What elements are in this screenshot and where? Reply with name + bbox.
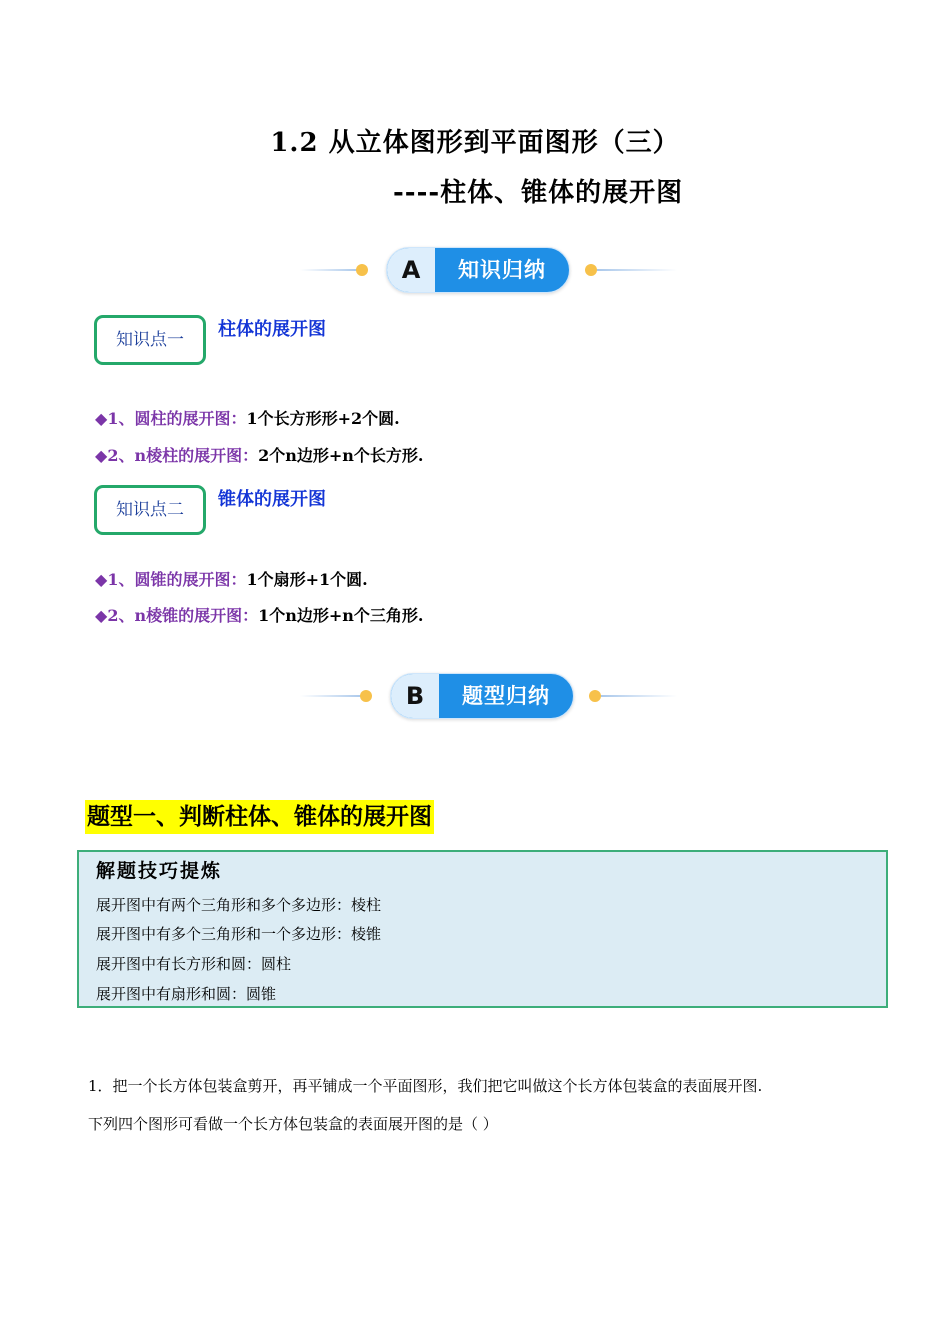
type-heading: 题型一、判断柱体、锥体的展开图 (85, 800, 434, 834)
banner-dot-left (360, 690, 372, 702)
tips-line-1: 展开图中有两个三角形和多个多边形：棱柱 (96, 896, 382, 914)
tips-title: 解题技巧提炼 (96, 860, 223, 882)
diamond-icon: ◆ (95, 409, 108, 428)
diamond-icon: ◆ (95, 446, 108, 465)
kp1-item-1-text: 1个长方形形+2个圆. (246, 409, 400, 428)
kp2-item-2-label: 2、n棱锥的展开图： (107, 606, 259, 625)
kp2-item-1-text: 1个扇形+1个圆. (246, 570, 368, 589)
kp1-title: 柱体的展开图 (218, 319, 326, 340)
section-a-pill (386, 247, 570, 293)
banner-dot-right (585, 264, 597, 276)
tips-line-3: 展开图中有长方形和圆：圆柱 (96, 955, 292, 973)
page-title: 1.2 从立体图形到平面图形（三） (270, 128, 680, 158)
page-subtitle: ----柱体、锥体的展开图 (393, 178, 684, 208)
banner-line-left (300, 269, 358, 271)
kp1-box: 知识点一 (94, 315, 206, 365)
diamond-icon: ◆ (95, 606, 108, 625)
section-b-letter: B (391, 674, 439, 718)
tips-line-4: 展开图中有扇形和圆：圆锥 (96, 985, 277, 1003)
section-a-label: 知识归纳 (458, 258, 546, 282)
section-a-letter: A (387, 248, 435, 292)
kp1-item-1 (95, 406, 400, 429)
banner-line-right (597, 269, 677, 271)
section-b-banner (300, 673, 680, 719)
kp1-item-2-label: 2、n棱柱的展开图： (107, 446, 259, 465)
banner-line-right (601, 695, 677, 697)
section-b-label: 题型归纳 (462, 684, 550, 708)
section-a-banner (300, 247, 680, 293)
kp2-item-1 (95, 567, 368, 590)
banner-dot-left (356, 264, 368, 276)
question-1-line-2: 下列四个图形可看做一个长方体包装盒的表面展开图的是（ ） (88, 1115, 498, 1133)
kp1-item-1-label: 1、圆柱的展开图： (107, 409, 247, 428)
banner-line-left (300, 695, 362, 697)
kp2-title: 锥体的展开图 (218, 489, 326, 510)
question-1-line-1: 1．把一个长方体包装盒剪开，再平铺成一个平面图形，我们把它叫做这个长方体包装盒的表面展开图. (88, 1077, 763, 1095)
kp1-item-2 (95, 443, 423, 466)
section-b-pill (390, 673, 574, 719)
kp2-box: 知识点二 (94, 485, 206, 535)
banner-dot-right (589, 690, 601, 702)
kp1-item-2-text: 2个n边形+n个长方形. (258, 446, 424, 465)
diamond-icon: ◆ (95, 570, 108, 589)
tips-box (77, 850, 888, 1008)
kp2-item-1-label: 1、圆锥的展开图： (107, 570, 247, 589)
tips-line-2: 展开图中有多个三角形和一个多边形：棱锥 (96, 925, 382, 943)
kp2-item-2 (95, 603, 423, 626)
kp2-item-2-text: 1个n边形+n个三角形. (258, 606, 424, 625)
